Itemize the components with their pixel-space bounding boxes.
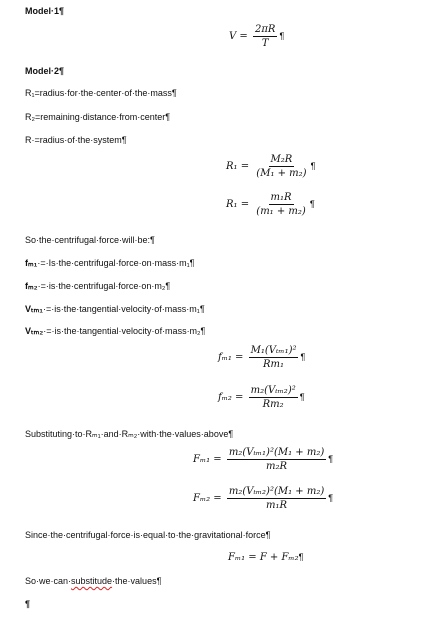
paragraph-mark: ¶ <box>309 199 315 209</box>
eq-denominator: T <box>261 38 269 49</box>
eq-lhs: V = <box>229 31 248 42</box>
eq-lhs: fₘ₁ = <box>218 352 244 363</box>
definition-fm1 <box>25 258 195 269</box>
eq-fraction <box>254 154 308 179</box>
eq-lhs: R₁ = <box>226 199 250 210</box>
paragraph-mark: ¶ <box>279 31 285 41</box>
Fm1-equation <box>193 447 333 472</box>
r1-equation <box>226 154 315 179</box>
eq-lhs: Fₘ₁ = <box>193 454 222 465</box>
substituting-text: Substituting·to·Rₘ₁·and·Rₘ₂·with·the·values·above¶ <box>25 429 234 439</box>
eq-numerator: m₁R <box>270 192 292 203</box>
description: ·=·Is·the·centrifugal·force·on·mass·m₁¶ <box>37 258 195 268</box>
paragraph-mark: ¶ <box>328 493 334 503</box>
eq-fraction <box>249 385 298 410</box>
model2-heading: Model·2¶ <box>25 66 65 76</box>
eq-denominator: (m₁ + m₂) <box>256 206 306 217</box>
eq-numerator: M₂R <box>270 154 293 165</box>
paragraph-mark: ¶ <box>299 392 305 402</box>
eq-numerator: 2πR <box>254 24 276 35</box>
definition-r: R·=radius·of·the·system¶ <box>25 135 127 145</box>
eq-lhs: fₘ₂ = <box>218 392 244 403</box>
eq-denominator: m₁R <box>266 500 288 511</box>
eq-numerator: M₁(Vₜₘ₁)² <box>250 345 297 356</box>
eq-fraction <box>249 345 299 370</box>
closing-suffix: ·the·values¶ <box>112 576 162 586</box>
empty-paragraph-mark: ¶ <box>25 599 31 609</box>
eq-lhs: Fₘ₂ = <box>193 493 222 504</box>
term: Vₜₘ₁ <box>25 304 43 314</box>
definition-vtm2 <box>25 326 205 337</box>
term: Vₜₘ₂ <box>25 326 44 336</box>
closing-prefix: So·we·can· <box>25 576 72 586</box>
closing-text <box>25 576 161 586</box>
definition-vtm1 <box>25 304 205 315</box>
paragraph-mark: ¶ <box>310 161 316 171</box>
model1-heading: Model·1¶ <box>25 6 65 16</box>
eq-fraction <box>227 447 326 472</box>
eq-denominator: m₂R <box>266 461 288 472</box>
fm1-equation <box>218 345 305 370</box>
definition-r1: R₁=radius·for·the·center·of·the·mass¶ <box>25 88 177 98</box>
fm2-equation <box>218 385 305 410</box>
r2-equation <box>226 192 315 217</box>
eq-numerator: m₂(Vₜₘ₂)²(M₁ + m₂) <box>228 486 325 497</box>
Fm2-equation <box>193 486 333 511</box>
eq-denominator: Rm₂ <box>262 399 284 410</box>
eq-fraction <box>254 192 308 217</box>
definition-r2: R₂=remaining·distance·from·center¶ <box>25 112 171 122</box>
eq-denominator: Rm₁ <box>263 359 285 370</box>
definition-fm2 <box>25 281 170 292</box>
eq-denominator: (M₁ + m₂) <box>256 168 307 179</box>
force-balance-equation <box>228 552 303 563</box>
eq-numerator: m₂(Vₜₘ₂)² <box>250 385 296 396</box>
paragraph-mark: ¶ <box>328 454 334 464</box>
model1-velocity-equation <box>229 24 284 49</box>
description: ·=·is·the·centrifugal·force·on·m₂¶ <box>37 281 171 291</box>
misspelled-word[interactable]: substitude <box>71 576 113 586</box>
eq-fraction <box>227 486 326 511</box>
centrifugal-intro: So·the·centrifugal·force·will·be:¶ <box>25 235 155 245</box>
description: ·=·is·the·tangential·velocity·of·mass·m₂¶ <box>43 326 206 336</box>
gravity-text: Since·the·centrifugal·force·is·equal·to·the·gravitational·force¶ <box>25 530 271 540</box>
eq-body: Fₘ₁ = F + Fₘ₂ <box>228 552 299 563</box>
term: fₘ₂ <box>25 281 38 291</box>
eq-numerator: m₂(Vₜₘ₁)²(M₁ + m₂) <box>228 447 325 458</box>
term: fₘ₁ <box>25 258 38 268</box>
eq-fraction <box>253 24 277 49</box>
paragraph-mark: ¶ <box>300 352 306 362</box>
eq-lhs: R₁ = <box>226 161 250 172</box>
description: ·=·is·the·tangential·velocity·of·mass·m₁¶ <box>43 304 205 314</box>
paragraph-mark: ¶ <box>298 552 304 562</box>
